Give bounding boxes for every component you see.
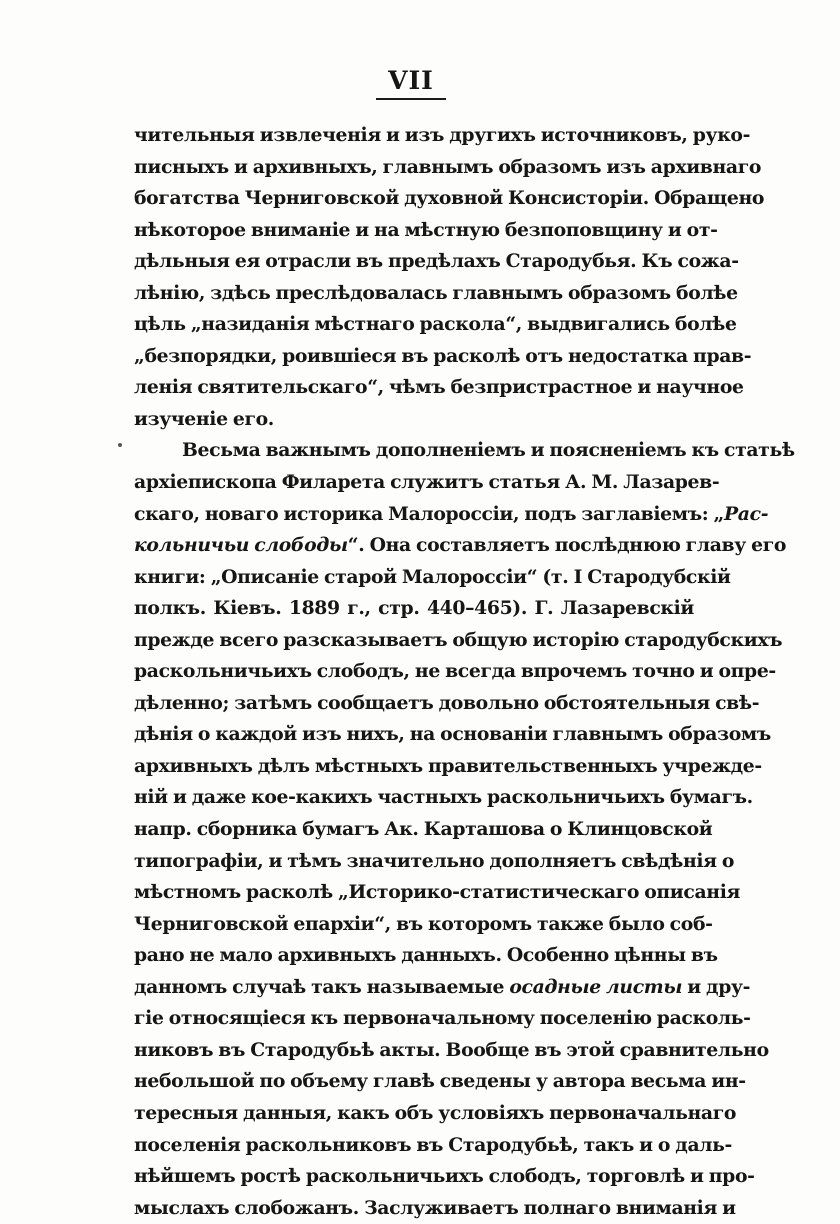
text-segment: нѣкоторое вниманіе и на мѣстную безпоповщину и от- [134, 218, 718, 241]
text-line [134, 1035, 769, 1067]
body-text [134, 120, 795, 1224]
text-line [134, 909, 713, 941]
text-segment: мѣстномъ расколѣ „Историко-статистическаго описанія [134, 881, 741, 904]
text-segment: архіепископа Филарета служитъ статья А. М. Лазарев- [134, 471, 720, 494]
text-segment: “. Она составляетъ послѣднюю главу его [347, 534, 787, 557]
text-segment: писныхъ и архивныхъ, главнымъ образомъ изъ архивнаго [134, 155, 762, 178]
text-line [134, 183, 765, 215]
italic-text-segment: Рас- [724, 502, 769, 525]
text-line [134, 372, 744, 404]
text-line [134, 120, 751, 152]
text-segment: небольшой по объему главѣ сведены у автора весьма ин- [134, 1070, 746, 1093]
text-line [134, 1161, 755, 1193]
text-segment: полкъ. Кіевъ. 1889 г., стр. 440–465). Г. Лазаревскій [134, 597, 694, 620]
text-segment: рано не мало архивныхъ данныхъ. Особенно цѣнны въ [134, 944, 718, 967]
text-segment: раскольничьихъ слободъ, не всегда впрочемъ точно и опре- [134, 660, 776, 683]
text-segment: Весьма важнымъ дополненіемъ и поясненіемъ къ статьѣ [182, 439, 795, 462]
text-line [134, 625, 783, 657]
text-segment: дѣнія о каждой изъ нихъ, на основаніи главнымъ образомъ [134, 723, 771, 746]
text-line [134, 435, 795, 467]
text-line [134, 562, 731, 594]
page-number-underline [376, 98, 446, 100]
text-segment: „безпорядки, роившіеся въ расколѣ отъ недостатка прав- [134, 344, 752, 367]
text-segment: цѣль „назиданія мѣстнаго раскола“, выдвигались болѣе [134, 313, 737, 336]
text-segment: Черниговской епархіи“, въ которомъ также было соб- [134, 912, 713, 935]
stray-ink-mark [118, 443, 122, 447]
text-line [134, 1130, 733, 1162]
text-line [134, 341, 752, 373]
text-line [134, 215, 718, 247]
text-line [134, 656, 776, 688]
text-line [134, 782, 753, 814]
text-segment: гіе относящіеся къ первоначальному поселенію расколь- [134, 1007, 751, 1030]
text-segment: архивныхъ дѣлъ мѣстныхъ правительственныхъ учрежде- [134, 754, 762, 777]
text-segment: изученіе его. [134, 407, 274, 430]
text-segment: никовъ въ Стародубьѣ акты. Вообще въ этой сравнительно [134, 1038, 769, 1061]
text-segment: нѣйшемъ ростѣ раскольничьихъ слободъ, торговлѣ и про- [134, 1165, 755, 1188]
text-segment: и дру- [682, 975, 751, 998]
text-segment: тересныя данныя, какъ объ условіяхъ первоначальнаго [134, 1101, 737, 1124]
text-line [134, 688, 760, 720]
text-segment: напр. сборника бумагъ Ак. Карташова о Клинцовской [134, 818, 713, 841]
italic-text-segment: кольничьи слободы [134, 534, 348, 557]
text-segment: прежде всего разсказываетъ общую исторію стародубскихъ [134, 628, 783, 651]
text-line [134, 814, 713, 846]
text-line [134, 1066, 746, 1098]
text-line [134, 246, 739, 278]
text-line [134, 972, 751, 1004]
page-number: VII [388, 66, 434, 95]
text-line [134, 309, 737, 341]
text-line [134, 1193, 736, 1224]
text-line [134, 1003, 751, 1035]
text-segment: типографіи, и тѣмъ значительно дополняетъ свѣдѣнія о [134, 849, 735, 872]
text-segment: лѣнію, здѣсь преслѣдовалась главнымъ образомъ болѣе [134, 281, 738, 304]
text-segment: ній и даже кое-какихъ частныхъ раскольничьихъ бумагъ. [134, 786, 753, 809]
text-segment: богатства Черниговской духовной Консисторіи. Обращено [134, 187, 765, 210]
text-line [134, 1098, 737, 1130]
text-segment: книги: „Описаніе старой Малороссіи“ (т. I Стародубскій [134, 565, 731, 588]
text-segment: поселенія раскольниковъ въ Стародубьѣ, такъ и о даль- [134, 1133, 733, 1156]
text-line [134, 751, 762, 783]
text-line [134, 499, 769, 531]
text-segment: дѣленно; затѣмъ сообщаетъ довольно обстоятельныя свѣ- [134, 691, 760, 714]
text-segment: мыслахъ слобожанъ. Заслуживаетъ полнаго вниманія и [134, 1196, 736, 1219]
text-line [134, 719, 771, 751]
text-segment: чительныя извлеченія и изъ другихъ источниковъ, руко- [134, 124, 751, 146]
text-line [134, 404, 694, 436]
text-line [134, 152, 762, 184]
text-segment: данномъ случаѣ такъ называемые [134, 975, 510, 998]
text-segment: ленія святительскаго“, чѣмъ безпристрастное и научное [134, 376, 744, 399]
text-line [134, 877, 741, 909]
italic-text-segment: осадные листы [509, 975, 683, 998]
text-line [134, 940, 718, 972]
text-line [134, 593, 694, 625]
text-segment: дѣльныя ея отрасли въ предѣлахъ Стародубья. Къ сожа- [134, 250, 739, 273]
text-segment: скаго, новаго историка Малороссіи, подъ заглавіемъ: „ [134, 502, 725, 525]
text-line [134, 530, 787, 562]
text-line [134, 467, 720, 499]
text-line [134, 846, 735, 878]
text-line [134, 278, 738, 310]
